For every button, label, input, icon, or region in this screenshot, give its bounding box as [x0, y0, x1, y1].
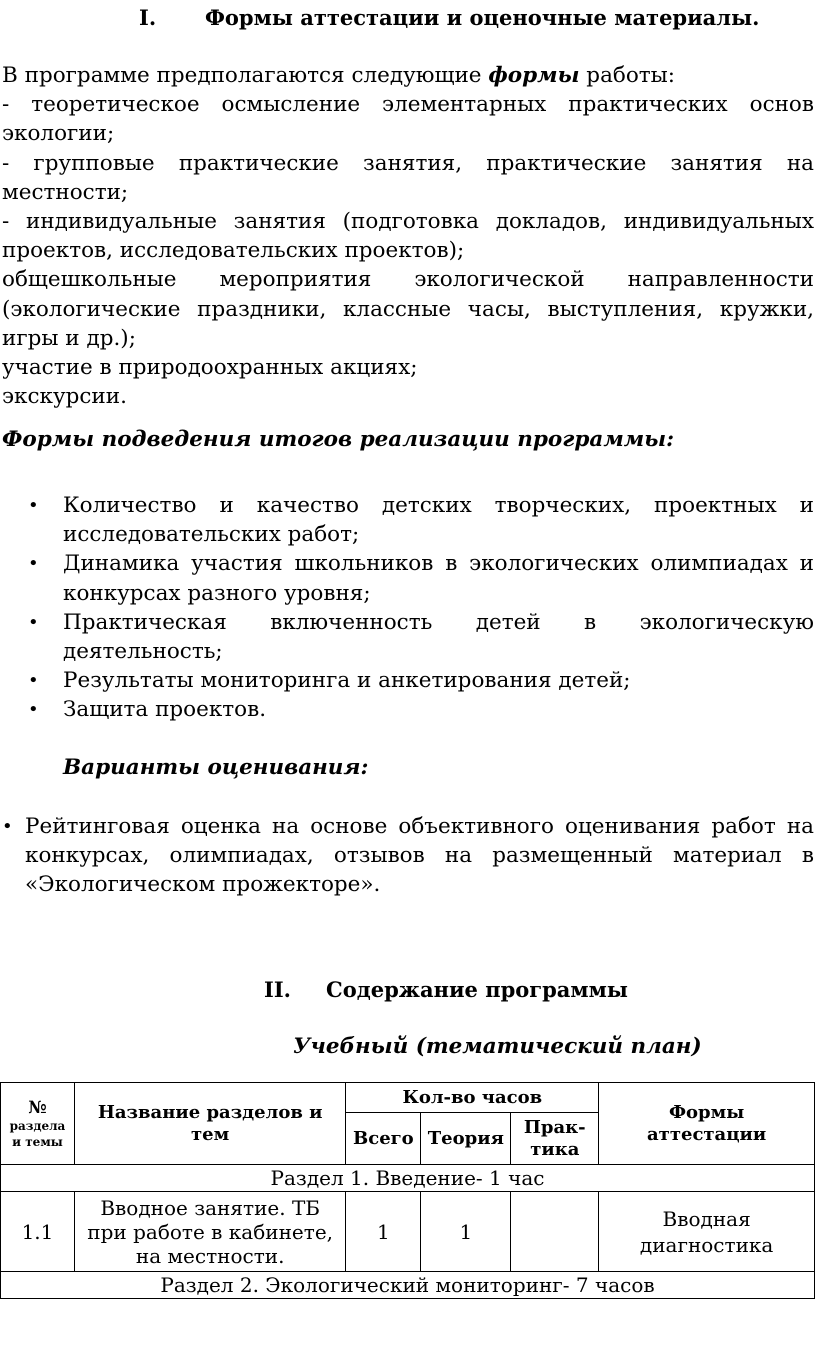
grading-line: конкурсах, олимпиадах, отзывов на размещенный материал в: [25, 843, 814, 869]
table-section-row: [1, 1272, 815, 1299]
section-1-title: Формы аттестации и оценочные материалы.: [205, 5, 760, 30]
bullet-icon: •: [28, 699, 39, 721]
list-item: • Защита проектов.: [0, 695, 816, 724]
work-form-line: участие в природоохранных акциях;: [2, 355, 418, 381]
list-item: • Количество и качество детских творческих, проектных и исследовательских работ;: [28, 493, 814, 548]
grading-line: «Экологическом прожекторе».: [25, 872, 381, 898]
header-hours: Кол-во часов: [346, 1083, 599, 1113]
header-number: № раздела и темы: [1, 1083, 75, 1165]
header-forms: Формы аттестации: [599, 1083, 815, 1165]
header-total: Всего: [346, 1113, 421, 1165]
table-row: [1, 1192, 815, 1272]
table-header-row: [1, 1083, 815, 1113]
header-theory: Теория: [421, 1113, 511, 1165]
work-form-line: игры и др.);: [2, 325, 136, 351]
row-practice: [511, 1192, 599, 1272]
table-section-row: [1, 1165, 815, 1192]
header-name: Название разделов и тем: [74, 1083, 345, 1165]
row-name: Вводное занятие. ТБ при работе в кабинете, на местности.: [74, 1192, 345, 1272]
results-list: [0, 491, 816, 725]
bullet-icon: •: [28, 495, 39, 516]
section-2-number: II.: [264, 977, 291, 1002]
work-form-line: (экологические праздники, классные часы, выступления, кружки,: [2, 296, 814, 322]
list-item: • Практическая включенность детей в экологическую деятельность;: [28, 609, 814, 665]
row-number: 1.1: [1, 1192, 75, 1272]
grading-item: [0, 812, 816, 900]
grading-line: Рейтинговая оценка на основе объективного оценивания работ на: [25, 814, 814, 839]
bullet-icon: •: [28, 670, 39, 692]
plan-title: Учебный (тематический план): [293, 1034, 702, 1059]
work-form-line: - теоретическое осмысление элементарных практических основ: [2, 92, 814, 118]
work-form-line: местности;: [2, 179, 129, 205]
row-theory: 1: [421, 1192, 511, 1272]
intro-line: В программе предполагаются следующие формы работы:: [2, 63, 676, 88]
bullet-icon: •: [28, 553, 39, 575]
section-1-number: I.: [139, 5, 157, 30]
intro-emphasis: формы: [488, 63, 580, 88]
work-form-line: общешкольные мероприятия экологической направленности: [2, 267, 814, 293]
bullet-icon: •: [28, 611, 39, 633]
header-practice: Прак- тика: [511, 1113, 599, 1165]
section-label: Раздел 2. Экологический мониторинг- 7 часов: [1, 1272, 815, 1299]
row-total: 1: [346, 1192, 421, 1272]
work-form-line: проектов, исследовательских проектов);: [2, 238, 465, 264]
list-item: • Динамика участия школьников в экологических олимпиадах и конкурсах разного уровня;: [28, 551, 814, 606]
work-forms-paragraph: [2, 61, 814, 411]
work-form-line: экологии;: [2, 121, 115, 147]
work-form-line: - индивидуальные занятия (подготовка докладов, индивидуальных: [2, 209, 814, 235]
bullet-icon: •: [2, 816, 13, 837]
row-form: Вводная диагностика: [599, 1192, 815, 1272]
section-label: Раздел 1. Введение- 1 час: [1, 1165, 815, 1192]
curriculum-table: [0, 1082, 815, 1299]
results-heading: Формы подведения итогов реализации программы:: [2, 427, 675, 452]
grading-heading: Варианты оценивания:: [63, 755, 369, 780]
work-form-line: - групповые практические занятия, практические занятия на: [2, 150, 814, 176]
work-form-line: экскурсии.: [2, 384, 127, 410]
list-item: • Результаты мониторинга и анкетирования детей;: [0, 666, 816, 695]
section-2-title: Содержание программы: [326, 977, 628, 1002]
